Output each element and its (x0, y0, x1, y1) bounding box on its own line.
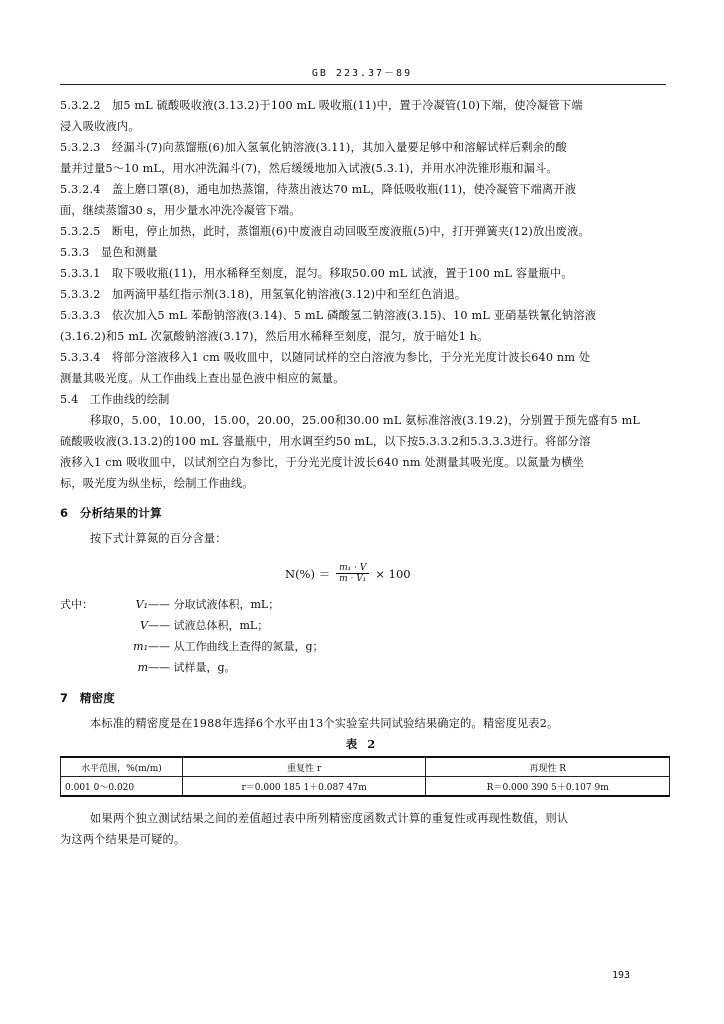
section-heading: 6 分析结果的计算 (60, 506, 162, 520)
text-line: 5.3.2.2 加5 mL 硫酸吸收液(3.13.2)于100 mL 吸收瓶(11)中，置于冷凝管(10)下端，使冷凝管下端 (60, 99, 583, 112)
text-line: 如果两个独立测试结果之间的差值超过表中所列精密度函数式计算的重复性或再现性数值，则认 (90, 812, 569, 825)
table-title: 表 2 (345, 737, 379, 751)
text-line: 5.4 工作曲线的绘制 (60, 393, 170, 406)
formula-rhs: × 100 (375, 566, 411, 581)
precision-table (60, 756, 670, 797)
table-cell-repeatability: r＝0.000 185 1＋0.087 47m (182, 777, 426, 797)
table-cell-range: 0.001 0～0.020 (61, 777, 183, 797)
definition-text: —— 试样量，g。 (148, 661, 236, 674)
text-line: 5.3.3 显色和测量 (60, 246, 158, 259)
formula-lhs: N(%) ＝ (285, 566, 331, 581)
header-rule (60, 84, 666, 85)
definition-symbol: V (140, 619, 148, 632)
text-line: 5.3.3.3 依次加入5 mL 苯酚钠溶液(3.14)、5 mL 磷酸氢二钠溶液(3.15)、10 mL 亚硝基铁氰化钠溶液 (60, 309, 597, 322)
formula-numerator: m₁ · V (336, 563, 369, 574)
table-header-row (61, 757, 670, 777)
text-line: 移取0，5.00，10.00，15.00，20.00，25.00和30.00 mL 氨标准溶液(3.19.2)，分别置于预先盛有5 mL (90, 414, 641, 427)
text-line: 5.3.2.3 经漏斗(7)向蒸馏瓶(6)加入氢氧化钠溶液(3.11)，其加入量要足够中和溶解试样后剩余的酸 (60, 141, 567, 154)
table-cell-reproducibility: R＝0.000 390 5＋0.107 9m (426, 777, 670, 797)
text-line: 量并过量5～10 mL，用水冲洗漏斗(7)，然后缓缓地加入试液(5.3.1)，并用水冲洗锥形瓶和漏斗。 (60, 162, 558, 175)
text-line: 为这两个结果是可疑的。 (60, 833, 186, 846)
definition-symbol: m₁ (133, 640, 148, 653)
page-number: 193 (612, 970, 631, 981)
text-line: 5.3.3.2 加两滴甲基红指示剂(3.18)，用氢氧化钠溶液(3.12)中和至红色消退。 (60, 288, 467, 301)
table-header-cell: 重复性 r (182, 757, 426, 777)
table-header-cell: 再现性 R (426, 757, 670, 777)
text-line: 按下式计算氮的百分含量： (90, 532, 227, 545)
definition-line (60, 660, 236, 676)
definition-text: —— 试液总体积，mL； (148, 619, 269, 632)
standard-header: GB 223.37－89 (311, 68, 413, 79)
text-line: 液移入1 cm 吸收皿中，以试剂空白为参比，于分光光度计波长640 nm 处测量其吸光度。以氮量为横坐 (60, 456, 584, 469)
text-line: 本标准的精密度是在1988年选择6个水平由13个实验室共同试验结果确定的。精密度见表2。 (90, 717, 559, 730)
text-line: 5.3.3.1 取下吸收瓶(11)，用水稀释至刻度，混匀。移取50.00 mL 试液，置于100 mL 容量瓶中。 (60, 267, 573, 280)
text-line: 面，继续蒸馏30 s，用少量水冲洗冷凝管下端。 (60, 204, 301, 217)
text-line: 标，吸光度为纵坐标，绘制工作曲线。 (60, 477, 254, 490)
text-line: 浸入吸收液内。 (60, 120, 140, 133)
definition-text: —— 分取试液体积，mL； (148, 598, 280, 611)
formula-denominator: m · V₁ (339, 574, 367, 584)
text-line: 5.3.2.5 断电，停止加热，此时，蒸馏瓶(6)中废液自动回吸至废液瓶(5)中，打开弹簧夹(12)放出废液。 (60, 225, 590, 238)
text-line: 硫酸吸收液(3.13.2)的100 mL 容量瓶中，用水调至约50 mL，以下按5.3.3.2和5.3.3.3进行。将部分溶 (60, 435, 591, 448)
formula-fraction (336, 563, 369, 584)
definition-line (60, 597, 279, 613)
text-line: 测量其吸光度。从工作曲线上查出显色液中相应的氮量。 (60, 372, 345, 385)
definition-symbol: m (137, 661, 148, 674)
table-header-cell: 水平范围，%(m/m) (61, 757, 183, 777)
definition-prefix: 式中： (60, 598, 93, 611)
definition-line (60, 618, 268, 634)
text-line: (3.16.2)和5 mL 次氯酸钠溶液(3.17)，然后用水稀释至刻度，混匀，放于暗处1 h。 (60, 330, 489, 343)
definition-line (60, 639, 324, 655)
text-line: 5.3.2.4 盖上磨口罩(8)，通电加热蒸馏，待蒸出液达70 mL，降低吸收瓶(11)，使冷凝管下端离开液 (60, 183, 577, 196)
definition-text: —— 从工作曲线上查得的氮量，g； (148, 640, 324, 653)
text-line: 5.3.3.4 将部分溶液移入1 cm 吸收皿中，以随同试样的空白溶液为参比，于分光光度计波长640 nm 处 (60, 351, 591, 364)
definition-symbol: V₁ (135, 598, 148, 611)
section-heading: 7 精密度 (60, 691, 116, 705)
table-row (61, 777, 670, 797)
nitrogen-formula (285, 563, 411, 584)
